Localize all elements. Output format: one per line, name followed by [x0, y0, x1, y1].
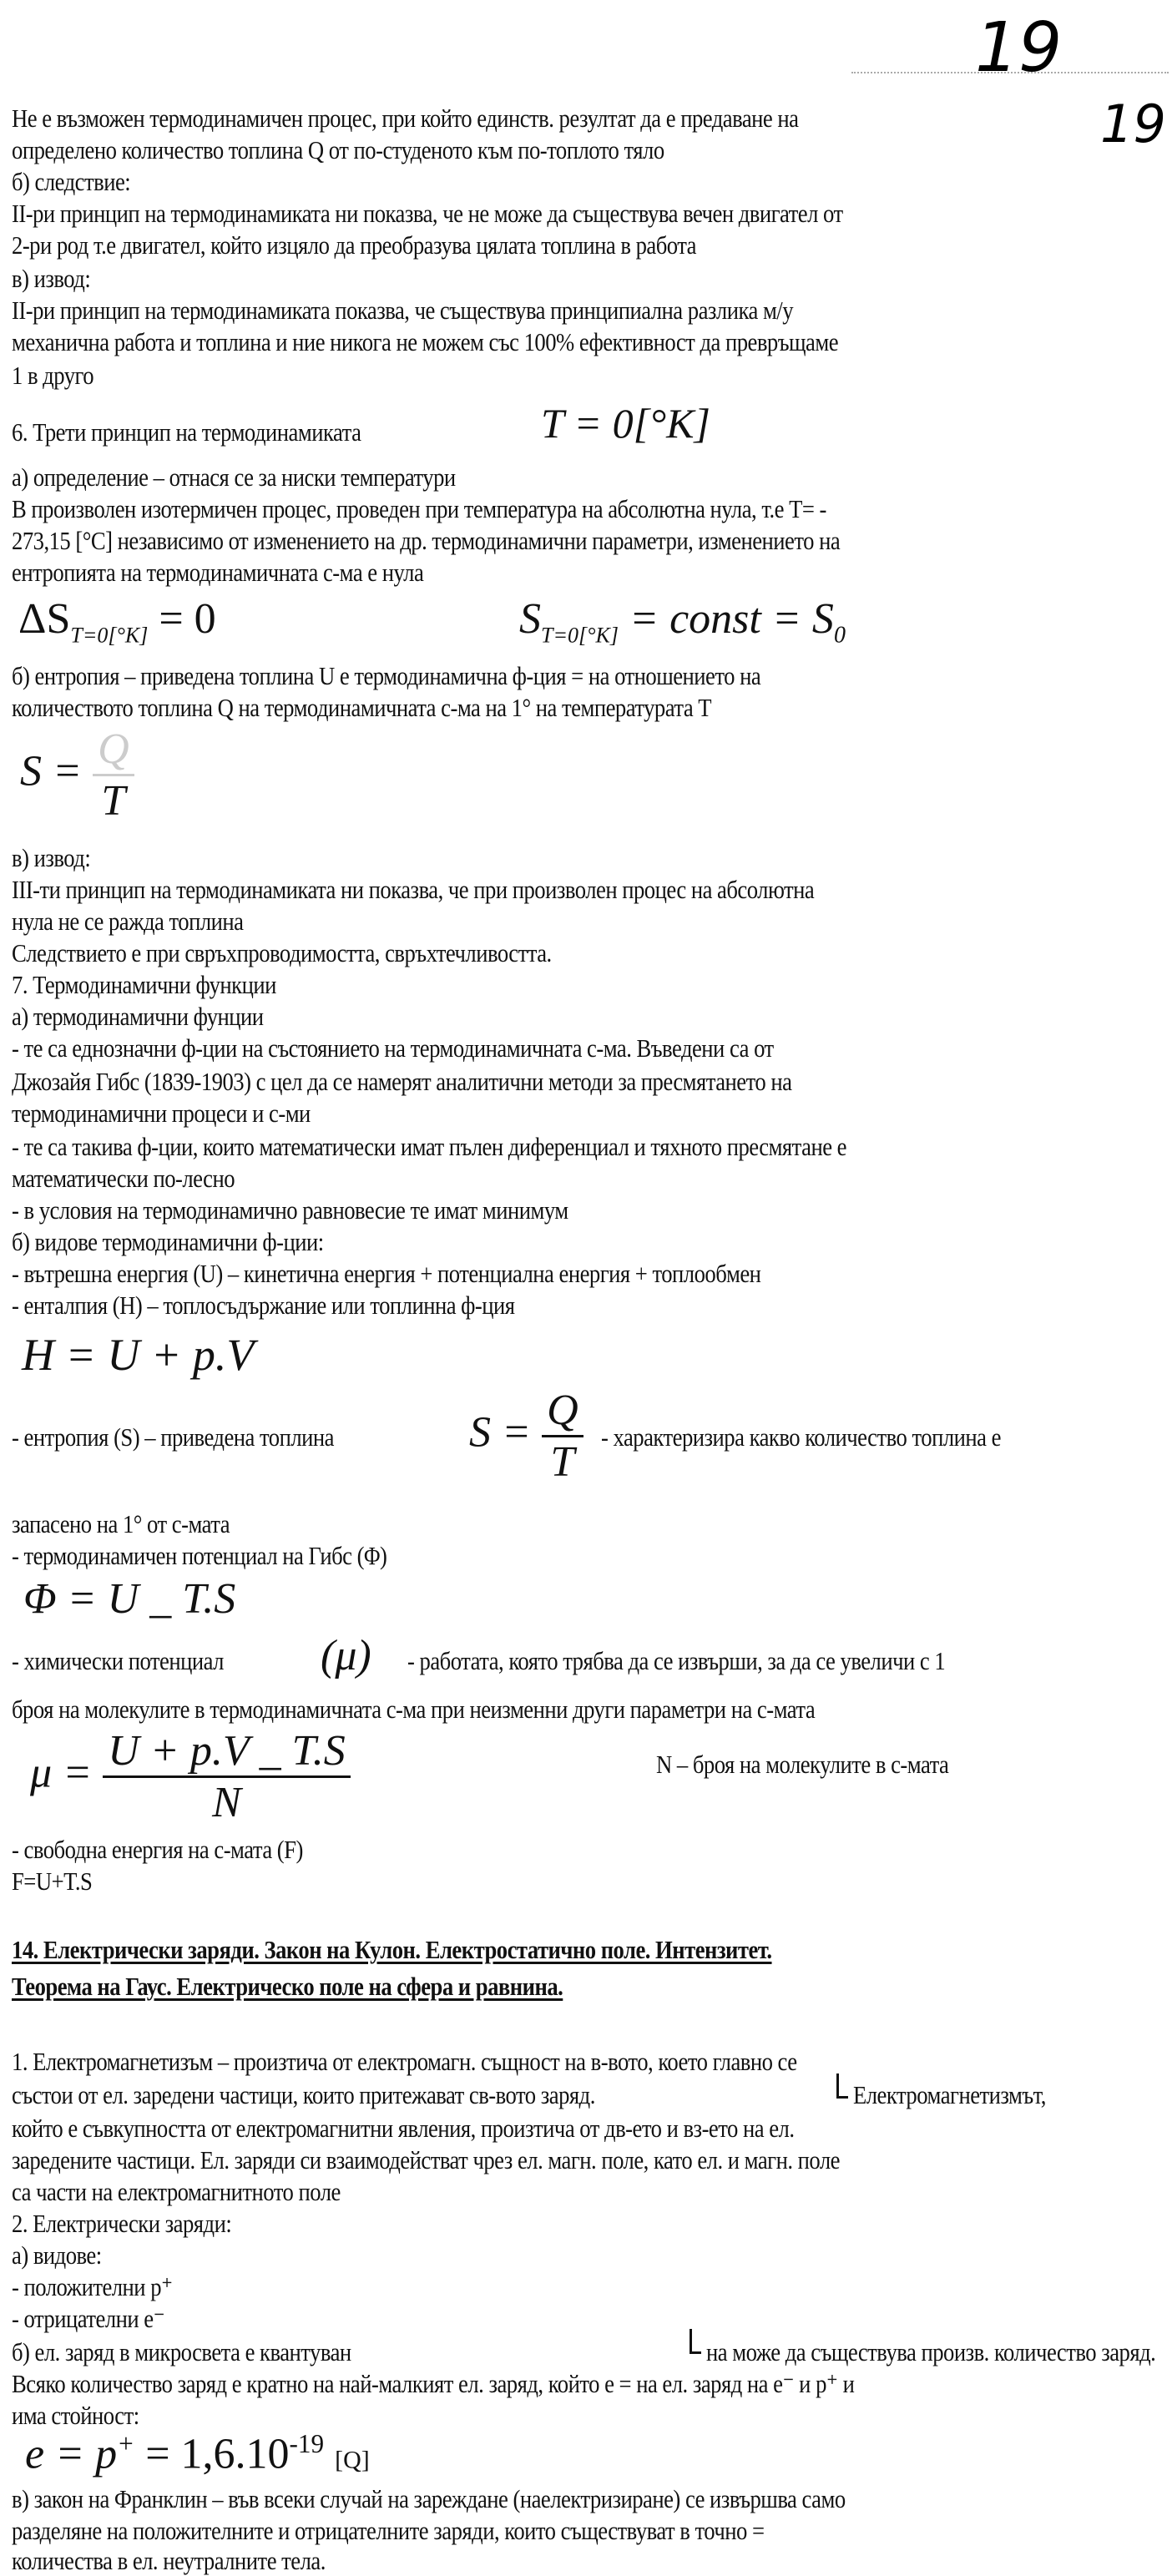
text-line: количеството топлина Q на термодинамичната с-ма на 1° на температурата T: [12, 693, 712, 722]
s-dot-fraction: [93, 725, 134, 826]
page-number-handwritten: 19: [975, 8, 1063, 88]
text-line: в) извод:: [12, 264, 91, 293]
entropy-denominator: T: [550, 1438, 575, 1486]
text-line: 1 в друго: [12, 361, 94, 390]
formula-gibbs: Φ = U _ T.S: [23, 1575, 236, 1623]
text-line: б) ел. заряд в микросвета е квантуван: [12, 2337, 351, 2366]
delta-s-symbol: ΔS: [18, 595, 71, 643]
formula-chemical-potential: [30, 1726, 351, 1827]
text-line: - ентропия (S) – приведена топлина: [12, 1422, 334, 1452]
text-line: количества в ел. неутралните тела.: [12, 2546, 326, 2575]
text-line: II-ри принцип на термодинамиката ни показва, че не може да съществува вечен двигател от: [12, 199, 843, 228]
text-line: в) извод:: [12, 843, 91, 872]
text-line: б) видове термодинамични ф-ции:: [12, 1227, 324, 1256]
text-line: термодинамични процеси и с-ми: [12, 1099, 311, 1128]
entropy-lhs: S =: [469, 1408, 532, 1457]
text-line: нула не се ражда топлина: [12, 907, 244, 936]
margin-page-number: 19: [1100, 93, 1166, 154]
text-line: Всяко количество заряд е кратно на най-малкият ел. заряд, който е = на ел. заряд на e⁻ и p⁺ и: [12, 2369, 855, 2398]
text-line: - отрицателни e⁻: [12, 2304, 165, 2333]
charge-sup: +: [117, 2429, 135, 2458]
text-line: 1. Електромагнетизъм – произтича от електромагн. същност на в-вото, което главно се: [12, 2047, 797, 2076]
text-line: Джозайя Гибс (1839-1903) с цел да се намерят аналитични методи за пресмятането на: [12, 1067, 792, 1096]
text-line: - енталпия (H) – топлосъдържание или топлинна ф-ция: [12, 1291, 515, 1320]
s-dot-lhs: S =: [20, 747, 83, 796]
text-line: II-ри принцип на термодинамиката показва, че съществува принципиална разлика м/у: [12, 295, 794, 325]
text-line: който е съвкупността от електромагнитни явления, произтича от дв-ето и вз-ето на ел.: [12, 2114, 795, 2143]
s-const-symbol: S: [519, 595, 541, 643]
mu-denominator: N: [212, 1779, 241, 1826]
entropy-numerator: Q: [542, 1386, 583, 1437]
text-line: В произволен изотермичен процес, проведен при температура на абсолютна нула, т.е T= -: [12, 494, 826, 523]
arrow-marker-icon: [836, 2073, 839, 2099]
text-line: N – броя на молекулите в с-мата: [656, 1750, 949, 1779]
text-line: а) термодинамични фунции: [12, 1002, 264, 1031]
text-line: броя на молекулите в термодинамичната с-ма при неизменни други параметри на с-мата: [12, 1695, 816, 1724]
text-line: има стойност:: [12, 2401, 139, 2430]
s-const-rhs-subscript: 0: [833, 622, 846, 649]
text-line: б) следствие:: [12, 167, 131, 196]
formula-s-const: [519, 594, 846, 649]
text-line: - свободна енергия на с-мата (F): [12, 1835, 303, 1864]
text-line: - характеризира какво количество топлина е: [601, 1422, 1001, 1452]
arrow-marker-icon: [690, 2329, 692, 2354]
delta-s-subscript: T=0[°K]: [70, 623, 149, 648]
delta-s-rhs: = 0: [159, 595, 216, 643]
text-line: 2. Електрически заряди:: [12, 2209, 232, 2238]
section-title-line-1: 14. Електрически заряди. Закон на Кулон. Електростатично поле. Интензитет.: [12, 1935, 772, 1964]
section-heading-third-law: 6. Трети принцип на термодинамиката: [12, 417, 361, 447]
formula-enthalpy: H = U + p.V: [22, 1330, 255, 1380]
text-line: в) закон на Франклин – във всеки случай на зареждане (наелектризиране) се извършва само: [12, 2484, 846, 2513]
mu-numerator: U + p.V _ T.S: [103, 1726, 351, 1778]
text-line: - положителни p⁺: [12, 2272, 173, 2301]
text-line: ентропията на термодинамичната с-ма е нула: [12, 558, 424, 587]
text-line: на може да съществува произв. количество заряд.: [706, 2337, 1156, 2366]
charge-value: = 1,6.10: [145, 2430, 290, 2478]
charge-lhs: e = p: [25, 2430, 118, 2478]
formula-elementary-charge: [25, 2429, 370, 2478]
formula-entropy: [469, 1386, 583, 1487]
text-line: - термодинамичен потенциал на Гибс (Φ): [12, 1541, 387, 1570]
text-line: запасено на 1° от с-мата: [12, 1509, 230, 1538]
text-line: заредените частици. Ел. заряди си взаимодействат чрез ел. магн. поле, като ел. и магн. поле: [12, 2145, 840, 2174]
text-line: определено количество топлина Q от по-студеното към по-топлото тяло: [12, 135, 664, 164]
formula-third-law: T = 0[°K]: [541, 400, 710, 447]
charge-unit: [Q]: [335, 2446, 370, 2474]
text-line: а) определение – отнася се за ниски температури: [12, 462, 456, 492]
text-line: състои от ел. заредени частици, които притежават св-вото заряд.: [12, 2080, 595, 2109]
text-line: математически по-лесно: [12, 1164, 235, 1193]
s-dot-denominator: T: [101, 777, 126, 825]
text-line: а) видове:: [12, 2240, 102, 2270]
text-line: механична работа и топлина и ние никога не можем със 100% ефективност да превръщаме: [12, 327, 839, 356]
text-line: Електромагнетизмът,: [853, 2080, 1046, 2109]
s-const-subscript: T=0[°K]: [541, 623, 619, 648]
text-line: - те са такива ф-ции, които математически имат пълен диференциал и тяхното пресмятане е: [12, 1132, 846, 1161]
text-line: разделяне на положителните и отрицателните заряди, които съществуват в точно =: [12, 2516, 765, 2545]
text-line: 273,15 [°C] независимо от изменението на др. термодинамични параметри, изменението на: [12, 526, 841, 555]
formula-s-dot: [20, 725, 134, 826]
formula-delta-s: [18, 594, 216, 648]
text-line: 2-ри род т.е двигател, който изцяло да преобразува цялата топлина в работа: [12, 230, 696, 260]
mu-lhs: μ =: [30, 1749, 93, 1797]
text-line: са части на електромагнитното поле: [12, 2177, 341, 2206]
mu-fraction: [103, 1726, 351, 1827]
text-line: б) ентропия – приведена топлина U е термодинамична ф-ция = на отношението на: [12, 661, 761, 690]
text-line: - вътрешна енергия (U) – кинетична енергия + потенциална енергия + топлообмен: [12, 1259, 761, 1288]
charge-exponent: -19: [289, 2429, 325, 2458]
section-title-line-2: Теорема на Гаус. Електрическо поле на сфера и равнина.: [12, 1972, 563, 2001]
text-line: - в условия на термодинамично равновесие те имат минимум: [12, 1195, 568, 1225]
text-line: - работата, която трябва да се извърши, за да се увеличи с 1: [407, 1646, 946, 1675]
section-heading-thermo-functions: 7. Термодинамични функции: [12, 970, 276, 999]
s-const-rhs: = const = S: [629, 595, 834, 643]
text-line: III-ти принцип на термодинамиката ни показва, че при произволен процес на абсолютна: [12, 875, 815, 904]
text-line: - химически потенциал: [12, 1646, 224, 1675]
text-line: Не е възможен термодинамичен процес, при който единств. резултат да е предаване на: [12, 104, 799, 133]
text-line: Следствието е при свръхпроводимостта, свръхтечливостта.: [12, 938, 552, 967]
text-line: F=U+T.S: [12, 1866, 93, 1896]
s-dot-numerator: Q: [93, 725, 134, 776]
entropy-fraction: [542, 1386, 583, 1487]
text-line: - те са еднозначни ф-ции на състоянието на термодинамичната с-ма. Въведени са от: [12, 1033, 774, 1063]
formula-mu-symbol: (μ): [321, 1632, 371, 1679]
